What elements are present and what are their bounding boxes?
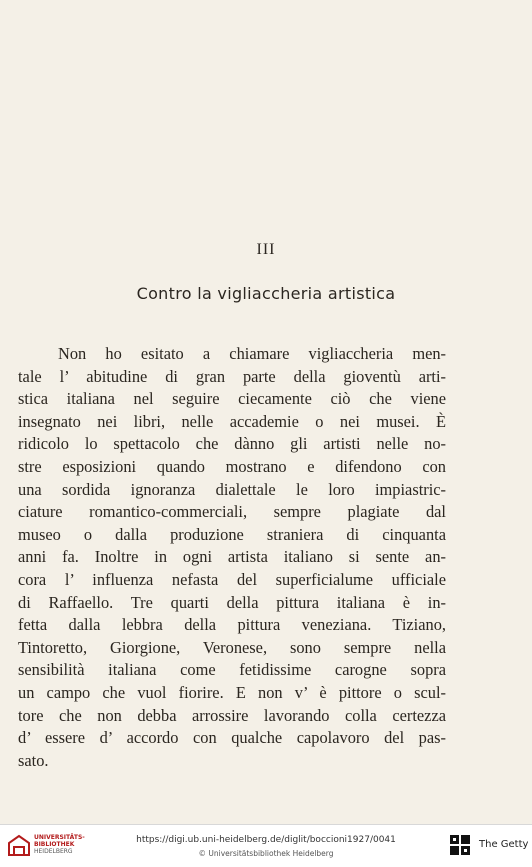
text-line: insegnato nei libri, nelle accademie o nei musei. È (18, 411, 446, 431)
text-line: tore che non debba arrossire lavorando colla certezza (18, 705, 446, 725)
text-line: tale l’ abitudine di gran parte della gioventù arti- (18, 366, 446, 386)
text-line: Tintoretto, Giorgione, Veronese, sono sempre nella (18, 637, 446, 657)
text-line: ciature romantico-commerciali, sempre plagiate dal (18, 502, 446, 522)
text-line: stica italiana nel seguire ciecamente ciò che viene (18, 389, 446, 409)
copyright-text: © Universitätsbibliothek Heidelberg (198, 849, 334, 858)
body-paragraph (18, 343, 446, 772)
text-line: Non ho esitato a chiamare vigliaccheria men- (58, 344, 446, 363)
institution-line: UNIVERSITÄTS- (34, 834, 85, 841)
text-line: museo o dalla produzione straniera di cinquanta (18, 524, 446, 544)
text-line: stre esposizioni quando mostrano e difendono con (18, 456, 446, 476)
text-line: di Raffaello. Tre quarti della pittura italiana è in- (18, 592, 446, 612)
text-line: una sordida ignoranza dialettale le loro impiastric- (18, 479, 446, 499)
institution-line: HEIDELBERG (34, 848, 73, 855)
text-line: un campo che vuol fiorire. E non v’ è pittore o scul- (18, 682, 446, 702)
viewer-footer (0, 824, 532, 867)
institution-line: BIBLIOTHEK (34, 841, 75, 848)
getty-logo-icon[interactable] (450, 835, 470, 855)
chapter-number: III (256, 241, 276, 258)
text-line: cora l’ influenza nefasta del superficialume ufficiale (18, 569, 446, 589)
text-line: sensibilità italiana come fetidissime carogne sopra (18, 660, 446, 680)
chapter-title: Contro la vigliaccheria artistica (136, 284, 396, 303)
permalink-url[interactable]: https://digi.ub.uni-heidelberg.de/diglit/boccioni1927/0041 (136, 835, 396, 845)
text-line: anni fa. Inoltre in ogni artista italiano si sente an- (18, 547, 446, 567)
text-line: d’ essere d’ accordo con qualche capolavoro del pas- (18, 728, 446, 748)
text-line: sato. (18, 750, 49, 770)
partner-name[interactable]: The Getty (479, 839, 529, 850)
text-line: ridicolo lo spettacolo che dànno gli artisti nelle no- (18, 434, 446, 454)
text-line: fetta dalla lebbra della pittura veneziana. Tiziano, (18, 615, 446, 635)
